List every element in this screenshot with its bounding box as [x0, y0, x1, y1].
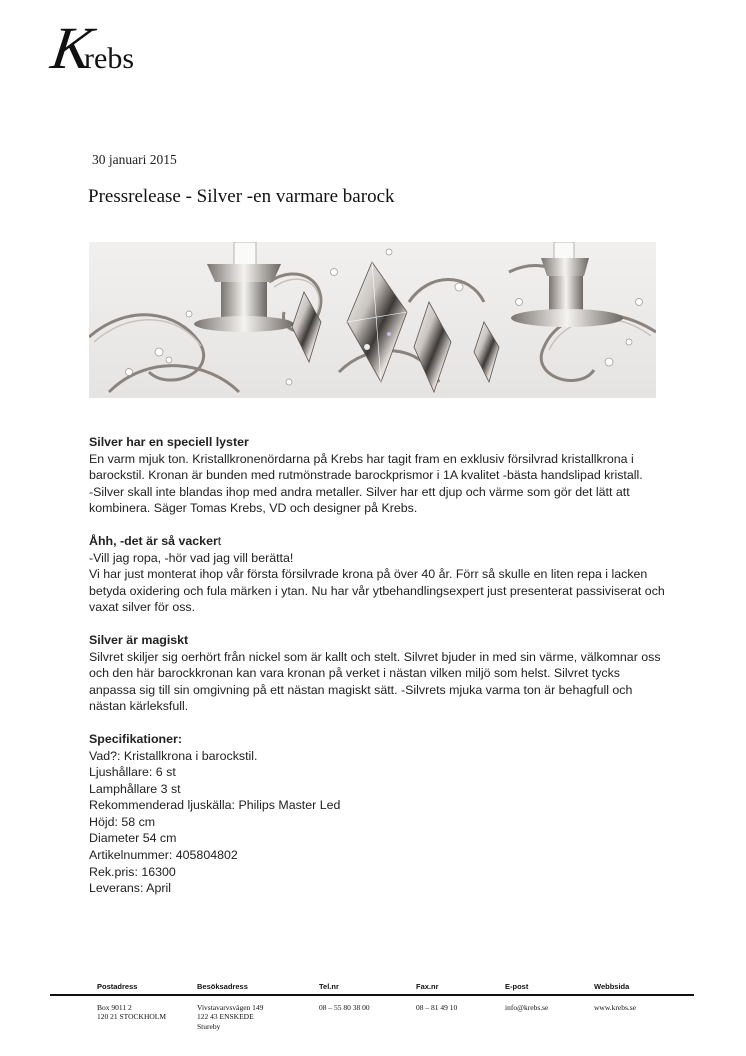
- section-sa-vackert: [89, 533, 669, 616]
- logo-letter: K: [47, 15, 91, 81]
- page-title: Pressrelease - Silver -en varmare barock: [88, 186, 395, 207]
- footer-email[interactable]: info@krebs.se: [505, 1003, 549, 1012]
- contact-footer: [0, 982, 746, 1056]
- footer-header-fax: Fax.nr: [416, 982, 439, 991]
- heading-tail: t: [217, 533, 222, 548]
- footer-header-epost: E-post: [505, 982, 529, 991]
- besoksadress-line: Vivstavarvsvägen 149: [197, 1003, 264, 1012]
- release-date: 30 januari 2015: [92, 152, 177, 167]
- section-paragraph: -Silver skall inte blandas ihop med andra metaller. Silver har ett djup och värme som gör det lätt att kombinera. Säger Tomas Krebs, VD och designer på Krebs.: [89, 484, 630, 516]
- footer-besoksadress: [197, 1003, 263, 1031]
- spec-item: Artikelnummer: 405804802: [89, 848, 238, 863]
- postadress-line: 120 21 STOCKHOLM: [97, 1012, 167, 1022]
- section-heading: Silver är magiskt: [89, 632, 189, 647]
- besoksadress-line: 122 43 ENSKEDE: [197, 1012, 254, 1022]
- postadress-line: Box 9011 2: [97, 1003, 132, 1012]
- section-heading: Silver har en speciell lyster: [89, 435, 249, 449]
- heading-text: Åhh, -det är så vacker: [89, 533, 218, 548]
- article-body: [89, 434, 669, 913]
- footer-divider: [50, 994, 694, 996]
- spec-item: Lamphållare 3 st: [89, 781, 181, 796]
- section-silver-lyster: [89, 434, 669, 517]
- chandelier-photo-icon: [89, 242, 656, 398]
- footer-header-besoksadress: Besöksadress: [197, 982, 248, 991]
- krebs-logo: [47, 15, 135, 81]
- chandelier-photo: [89, 242, 656, 398]
- footer-header-webbsida: Webbsida: [594, 982, 630, 991]
- section-paragraph: Silvret skiljer sig oerhört från nickel som är kallt och stelt. Silvret bjuder in med sin värme, välkomnar oss och den här barockkronan kan vara kronan på verket i nästan vilken miljö som helst. Silvret tycks anpassa sig till sin omgivning på ett nästan magiskt sätt. -Silvrets mjuka varma ton är behagfull och nästan kärleksfull.: [89, 649, 661, 714]
- logo-text: rebs: [84, 42, 135, 75]
- specs-list: [89, 748, 669, 897]
- footer-fax: 08 – 81 49 10: [416, 1003, 458, 1012]
- footer-tel: 08 – 55 80 38 00: [319, 1003, 370, 1012]
- section-magiskt: [89, 632, 669, 715]
- section-heading: [89, 533, 669, 550]
- section-paragraph: En varm mjuk ton. Kristallkronenördarna på Krebs har tagit fram en exklusiv försilvrad kristallkrona i barockstil. Kronan är bunden med rutmönstrade barockprismor i 1A kvalitet -bästa handslipad kristall.: [89, 451, 643, 483]
- footer-header-postadress: Postadress: [97, 982, 138, 991]
- specs-heading: Specifikationer:: [89, 731, 182, 746]
- section-paragraph: Vi har just monterat ihop vår första försilvrade krona på över 40 år. Förr så skulle en liten repa i lacken betyda oxidering och fula märken i ytan. Nu har vår ytbehandlingsexpert just presenterat passiviserat och vaxat silver för oss.: [89, 567, 665, 615]
- spec-item: Ljushållare: 6 st: [89, 765, 176, 780]
- footer-website[interactable]: www.krebs.se: [594, 1003, 637, 1012]
- spec-item: Vad?: Kristallkrona i barockstil.: [89, 748, 258, 763]
- footer-header-tel: Tel.nr: [319, 982, 339, 991]
- spec-item: Diameter 54 cm: [89, 831, 177, 846]
- spec-item: Rekommenderad ljuskälla: Philips Master Led: [89, 798, 341, 813]
- section-specifications: [89, 731, 669, 897]
- besoksadress-line: Stureby: [197, 1021, 221, 1031]
- footer-postadress: [97, 1003, 166, 1022]
- spec-item: Rek.pris: 16300: [89, 864, 176, 879]
- spec-item: Höjd: 58 cm: [89, 814, 156, 829]
- section-paragraph: -Vill jag ropa, -hör vad jag vill berätta!: [89, 550, 294, 565]
- spec-item: Leverans: April: [89, 881, 171, 896]
